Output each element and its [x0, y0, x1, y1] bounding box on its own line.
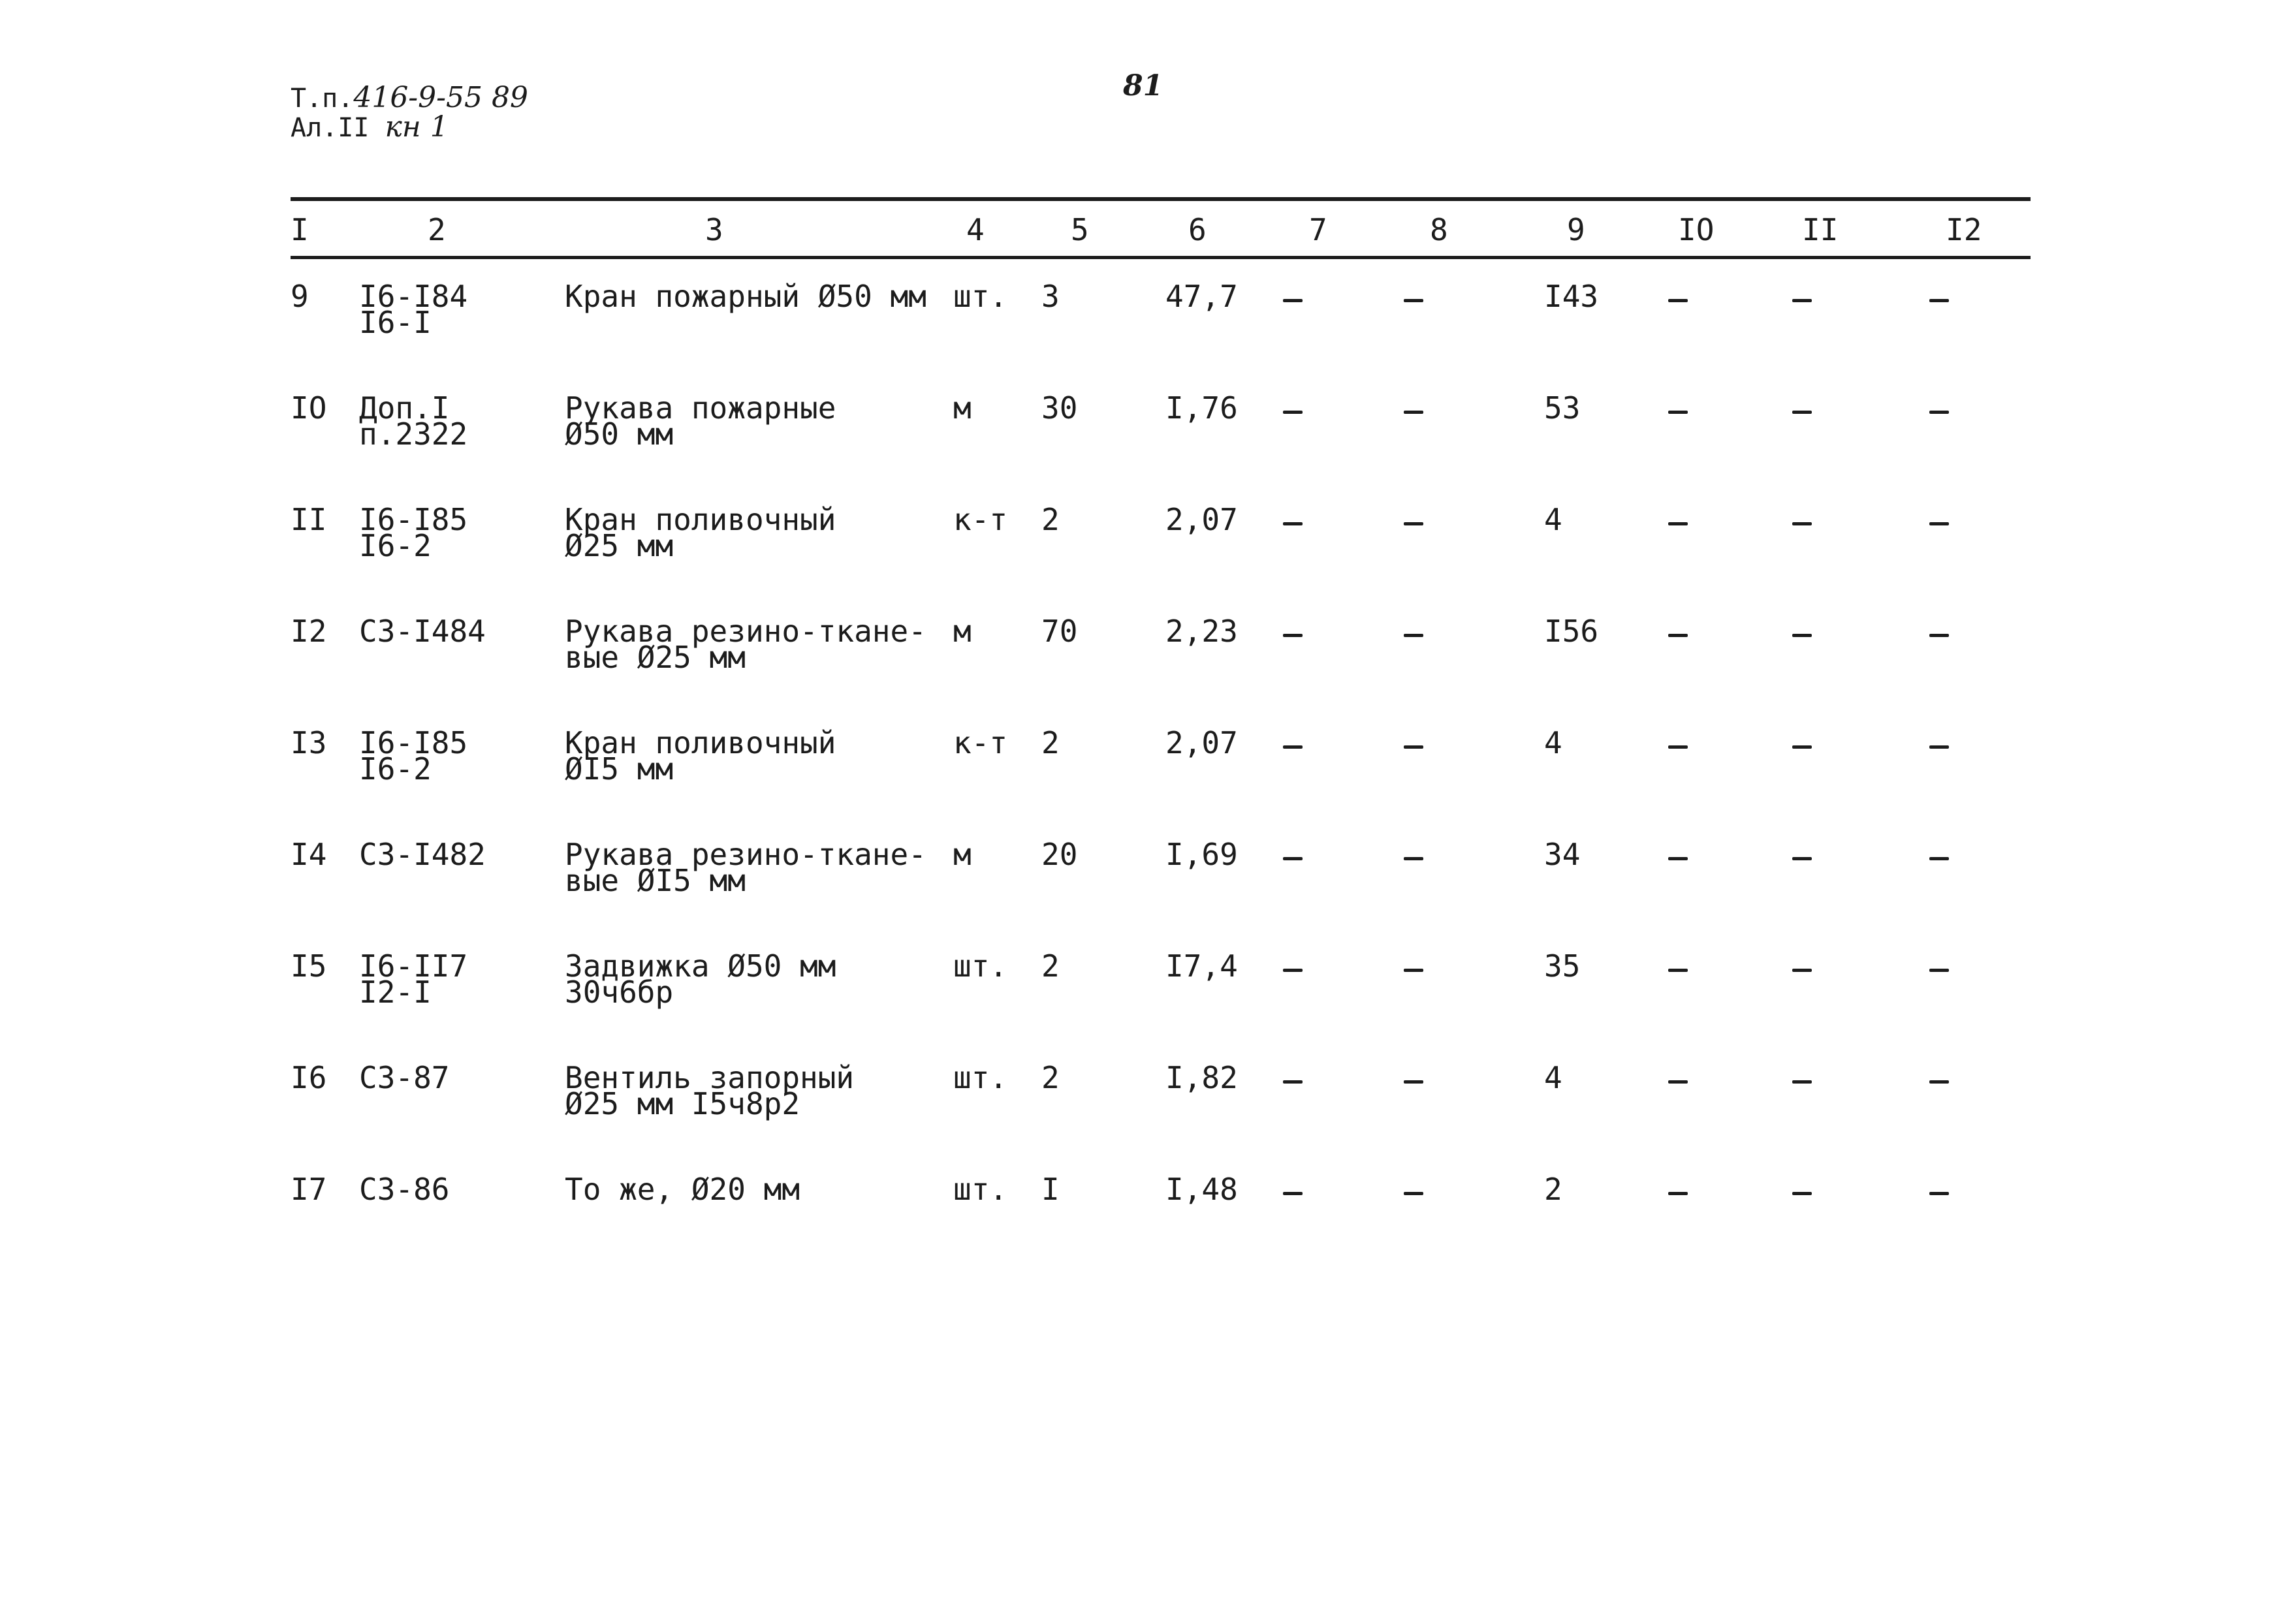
empty-cell-dash — [1668, 411, 1688, 414]
cell-col3-line: Рукава резино-ткане- — [565, 837, 926, 872]
cell-col9: 53 — [1544, 390, 1581, 426]
empty-cell-dash — [1792, 745, 1812, 749]
empty-cell-dash — [1404, 969, 1423, 972]
cell-col5: I — [1041, 1172, 1060, 1207]
cell-col1: IO — [291, 390, 327, 426]
empty-cell-dash — [1929, 1080, 1949, 1084]
column-header-11: II — [1802, 212, 1839, 247]
cell-col5: 2 — [1041, 725, 1060, 760]
cell-col1: I3 — [291, 725, 327, 760]
cell-col3-line: Вентиль запорный — [565, 1060, 855, 1095]
cell-col2-line: I2-I — [359, 975, 432, 1010]
cell-col6: 2,07 — [1165, 502, 1238, 537]
cell-col2-line: I6-I85 — [359, 725, 468, 760]
empty-cell-dash — [1404, 522, 1423, 525]
cell-col3-line: 30ч6бр — [565, 975, 674, 1010]
cell-col3-line: вые ØI5 мм — [565, 863, 746, 898]
column-header-5: 5 — [1071, 212, 1089, 247]
cell-col3-line: Кран поливочный — [565, 502, 836, 537]
empty-cell-dash — [1929, 1192, 1949, 1195]
empty-cell-dash — [1404, 857, 1423, 860]
empty-cell-dash — [1283, 634, 1303, 637]
cell-col1: I4 — [291, 837, 327, 872]
cell-col6: I7,4 — [1165, 948, 1238, 984]
cell-col3-line: Кран пожарный Ø50 мм — [565, 279, 926, 314]
empty-cell-dash — [1668, 634, 1688, 637]
empty-cell-dash — [1668, 857, 1688, 860]
cell-col1: I7 — [291, 1172, 327, 1207]
cell-col4: шт. — [953, 1060, 1008, 1095]
cell-col5: 2 — [1041, 948, 1060, 984]
cell-col2-line: I6-2 — [359, 528, 432, 563]
empty-cell-dash — [1404, 1192, 1423, 1195]
cell-col2-line: СЗ-86 — [359, 1172, 450, 1207]
empty-cell-dash — [1283, 522, 1303, 525]
empty-cell-dash — [1792, 634, 1812, 637]
cell-col1: 9 — [291, 279, 309, 314]
cell-col3-line: Ø50 мм — [565, 416, 674, 452]
cell-col2-line: I6-II7 — [359, 948, 468, 984]
cell-col6: I,69 — [1165, 837, 1238, 872]
cell-col3-line: Ø25 мм — [565, 528, 674, 563]
empty-cell-dash — [1792, 411, 1812, 414]
empty-cell-dash — [1668, 522, 1688, 525]
cell-col2-line: I6-2 — [359, 751, 432, 787]
cell-col3-line: Задвижка Ø50 мм — [565, 948, 836, 984]
page-number: 81 — [1123, 69, 1163, 102]
cell-col5: 2 — [1041, 502, 1060, 537]
column-header-3: 3 — [705, 212, 723, 247]
cell-col9: 2 — [1544, 1172, 1562, 1207]
column-header-8: 8 — [1430, 212, 1448, 247]
cell-col6: 2,07 — [1165, 725, 1238, 760]
cell-col9: 4 — [1544, 1060, 1562, 1095]
column-header-9: 9 — [1567, 212, 1585, 247]
empty-cell-dash — [1668, 745, 1688, 749]
cell-col2-line: СЗ-I482 — [359, 837, 486, 872]
empty-cell-dash — [1668, 969, 1688, 972]
cell-col3-line: Ø25 мм I5ч8р2 — [565, 1086, 800, 1121]
empty-cell-dash — [1929, 522, 1949, 525]
column-header-2: 2 — [428, 212, 446, 247]
cell-col9: 34 — [1544, 837, 1581, 872]
cell-col5: 30 — [1041, 390, 1078, 426]
empty-cell-dash — [1792, 857, 1812, 860]
empty-cell-dash — [1404, 411, 1423, 414]
cell-col3-line: Рукава пожарные — [565, 390, 836, 426]
cell-col6: I,76 — [1165, 390, 1238, 426]
column-header-4: 4 — [966, 212, 985, 247]
empty-cell-dash — [1929, 411, 1949, 414]
cell-col3-line: Рукава резино-ткане- — [565, 614, 926, 649]
empty-cell-dash — [1283, 1080, 1303, 1084]
cell-col4: шт. — [953, 948, 1008, 984]
column-header-7: 7 — [1309, 212, 1327, 247]
empty-cell-dash — [1404, 1080, 1423, 1084]
empty-cell-dash — [1929, 299, 1949, 302]
document-code-line2: Ал.II кн 1 — [291, 110, 449, 144]
column-header-1: I — [291, 212, 309, 247]
cell-col6: I,82 — [1165, 1060, 1238, 1095]
empty-cell-dash — [1283, 857, 1303, 860]
empty-cell-dash — [1792, 1192, 1812, 1195]
empty-cell-dash — [1792, 299, 1812, 302]
empty-cell-dash — [1404, 299, 1423, 302]
cell-col1: I6 — [291, 1060, 327, 1095]
cell-col4: м — [953, 390, 972, 426]
empty-cell-dash — [1404, 745, 1423, 749]
empty-cell-dash — [1668, 299, 1688, 302]
empty-cell-dash — [1929, 745, 1949, 749]
cell-col6: I,48 — [1165, 1172, 1238, 1207]
cell-col4: к-т — [953, 725, 1008, 760]
empty-cell-dash — [1283, 299, 1303, 302]
column-header-6: 6 — [1188, 212, 1207, 247]
cell-col4: шт. — [953, 1172, 1008, 1207]
cell-col1: II — [291, 502, 327, 537]
cell-col9: 35 — [1544, 948, 1581, 984]
empty-cell-dash — [1283, 411, 1303, 414]
cell-col3-line: ØI5 мм — [565, 751, 674, 787]
empty-cell-dash — [1929, 634, 1949, 637]
empty-cell-dash — [1792, 1080, 1812, 1084]
empty-cell-dash — [1283, 745, 1303, 749]
empty-cell-dash — [1929, 857, 1949, 860]
cell-col3-line: То же, Ø20 мм — [565, 1172, 800, 1207]
cell-col2-line: СЗ-I484 — [359, 614, 486, 649]
cell-col9: 4 — [1544, 502, 1562, 537]
cell-col4: м — [953, 614, 972, 649]
cell-col5: 2 — [1041, 1060, 1060, 1095]
cell-col3-line: Кран поливочный — [565, 725, 836, 760]
cell-col9: I43 — [1544, 279, 1599, 314]
cell-col9: I56 — [1544, 614, 1599, 649]
cell-col2-line: I6-I84 — [359, 279, 468, 314]
cell-col5: 70 — [1041, 614, 1078, 649]
cell-col5: 3 — [1041, 279, 1060, 314]
document-code-line1: Т.п.416-9-55 89 — [291, 81, 529, 114]
cell-col5: 20 — [1041, 837, 1078, 872]
cell-col2-line: I6-I — [359, 305, 432, 340]
cell-col4: м — [953, 837, 972, 872]
cell-col1: I5 — [291, 948, 327, 984]
column-header-10: IO — [1678, 212, 1715, 247]
cell-col2-line: п.2322 — [359, 416, 468, 452]
cell-col4: к-т — [953, 502, 1008, 537]
empty-cell-dash — [1283, 1192, 1303, 1195]
empty-cell-dash — [1792, 969, 1812, 972]
empty-cell-dash — [1792, 522, 1812, 525]
cell-col2-line: Доп.I — [359, 390, 450, 426]
cell-col6: 47,7 — [1165, 279, 1238, 314]
cell-col6: 2,23 — [1165, 614, 1238, 649]
empty-cell-dash — [1404, 634, 1423, 637]
cell-col2-line: I6-I85 — [359, 502, 468, 537]
cell-col2-line: СЗ-87 — [359, 1060, 450, 1095]
empty-cell-dash — [1283, 969, 1303, 972]
cell-col1: I2 — [291, 614, 327, 649]
empty-cell-dash — [1929, 969, 1949, 972]
cell-col4: шт. — [953, 279, 1008, 314]
empty-cell-dash — [1668, 1192, 1688, 1195]
cell-col9: 4 — [1544, 725, 1562, 760]
column-header-12: I2 — [1946, 212, 1982, 247]
cell-col3-line: вые Ø25 мм — [565, 640, 746, 675]
empty-cell-dash — [1668, 1080, 1688, 1084]
